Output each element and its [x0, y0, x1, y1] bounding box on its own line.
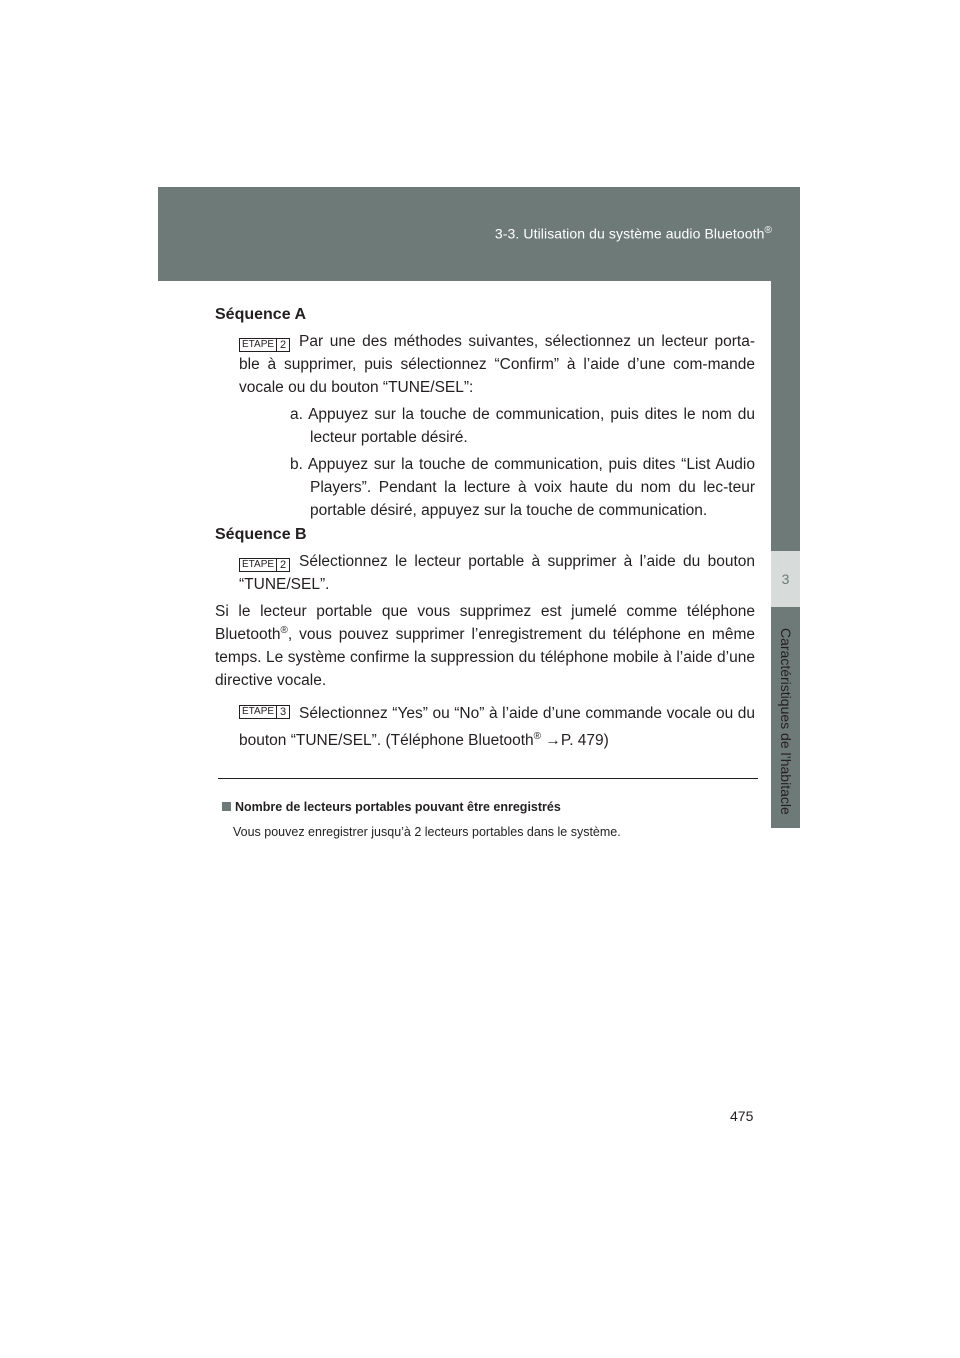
step-badge-number: 2 [276, 558, 289, 572]
option-b-text: b. Appuyez sur la touche de communication, puis dites “List Audio Players”. Pendant la lecture à voix haute du nom du lec-teur portable désiré, appuyez sur la touche de communication. [290, 456, 755, 519]
section-title: 3-3. Utilisation du système audio Bluetooth® [494, 225, 772, 242]
bluetooth-paragraph: Si le lecteur portable que vous supprimez est jumelé comme téléphone Bluetooth®, vous pouvez supprimer l’enregistrement du téléphone en même temps. Le système confirme la suppression du téléphone mobile à l’aide d’une directive vocale. [215, 603, 755, 689]
step-badge-label: ÉTAPE [242, 339, 275, 350]
step-badge-number: 3 [276, 705, 289, 719]
registered-mark: ® [764, 225, 772, 236]
chapter-number: 3 [781, 571, 790, 587]
square-bullet-icon [222, 802, 231, 811]
divider [218, 778, 758, 779]
step-a-text: Par une des méthodes suivantes, sélectionnez un lecteur porta-ble à supprimer, puis sélectionnez “Confirm” à l’aide d’une com-mande vocale ou du bouton “TUNE/SEL”: [239, 333, 755, 396]
step-badge-label: ÉTAPE [242, 559, 275, 570]
note-title: Nombre de lecteurs portables pouvant être enregistrés [222, 800, 561, 814]
step-badge-number: 2 [276, 338, 289, 352]
sequence-a-title: Séquence A [215, 306, 306, 323]
step-3-text: Sélectionnez “Yes” ou “No” à l’aide d’une commande vocale ou du bouton “TUNE/SEL”. (Téléphone Bluetooth® →P. 479) [239, 705, 755, 749]
chapter-label-text: Caractéristiques de l’habitacle [778, 628, 794, 815]
chapter-number-box [771, 551, 800, 607]
sequence-b-title: Séquence B [215, 526, 307, 543]
section-header-band [158, 187, 800, 281]
note-body: Vous pouvez enregistrer jusqu’à 2 lecteurs portables dans le système. [233, 825, 621, 839]
step-badge-label: ÉTAPE [242, 706, 275, 717]
chapter-label [774, 628, 798, 815]
option-a-text: a. Appuyez sur la touche de communication, puis dites le nom du lecteur portable désiré. [290, 406, 755, 446]
page-number: 475 [730, 1108, 754, 1124]
step-b-text: Sélectionnez le lecteur portable à supprimer à l’aide du bouton “TUNE/SEL”. [239, 553, 755, 593]
